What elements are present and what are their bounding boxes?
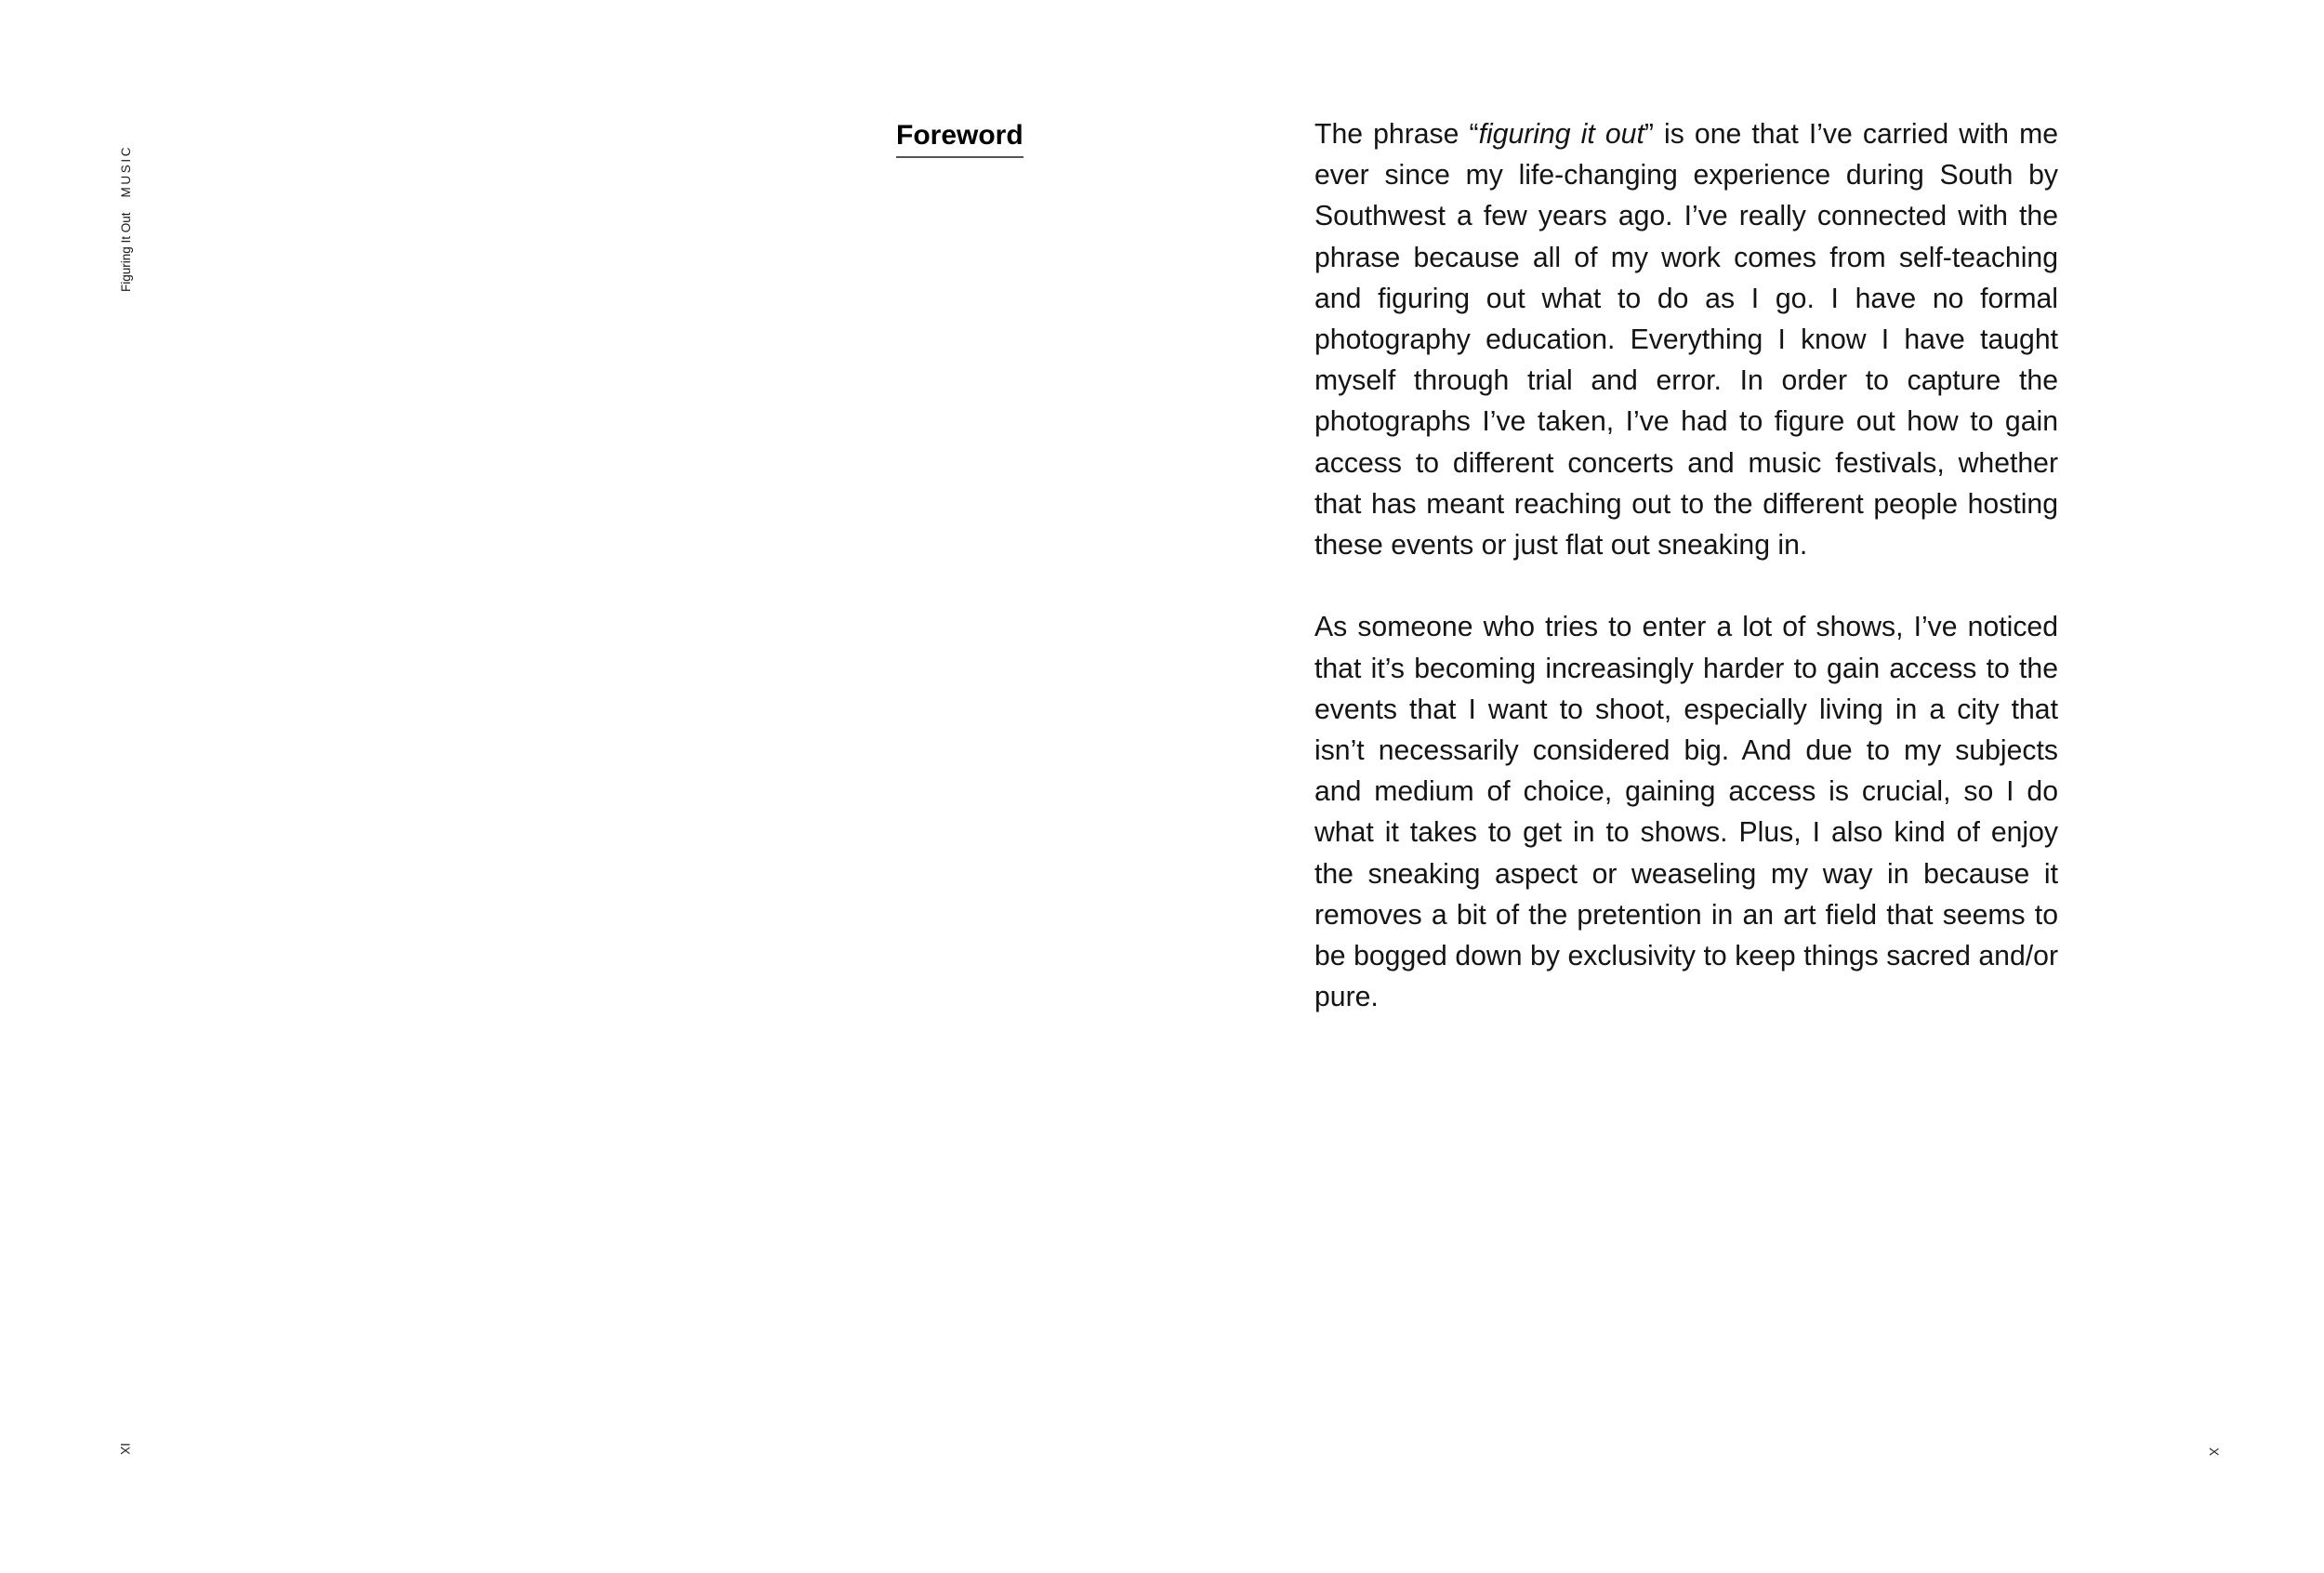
paragraph-1 (1314, 114, 2058, 566)
running-header (119, 125, 134, 292)
page-number-left: IX (118, 1443, 132, 1455)
page-title: Foreword (896, 115, 1023, 158)
book-title: Figuring It Out (119, 212, 133, 292)
page-number-right: X (2207, 1447, 2221, 1457)
body-text (1314, 114, 2058, 1060)
paragraph-2: As someone who tries to enter a lot of shows, I’ve noticed that it’s becoming increasingly harder to gain access to the events that I want to shoot, especially living in a city that isn’t necessarily considered big. And due to my subjects and medium of choice, gaining access is crucial, so I do what it takes to get in to shows. Plus, I also kind of enjoy the sneaking aspect or weaseling my way in because it removes a bit of the pretention in an art field that seems to be bogged down by exclusivity to keep things sacred and/or pure. (1314, 612, 2058, 1013)
running-header-text (119, 145, 134, 292)
paragraph-1-rest: ” is one that I’ve carried with me ever since my life-changing experience during South by Southwest a few years ago. I’ve really connected with the phrase because all of my work comes from self-teaching and figuring out what to do as I go. I have no formal photography education. Everything I know I have taught myself through trial and error. In order to capture the photographs I’ve taken, I’ve had to figure out how to gain access to different concerts and music festivals, whether that has meant reaching out to the different people hosting these events or just flat out sneaking in. (1314, 119, 2058, 562)
paragraph-1-lead: The phrase “ (1314, 119, 1479, 150)
paragraph-1-italic-phrase: figuring it out (1478, 119, 1644, 150)
section-name: MUSIC (119, 144, 133, 198)
